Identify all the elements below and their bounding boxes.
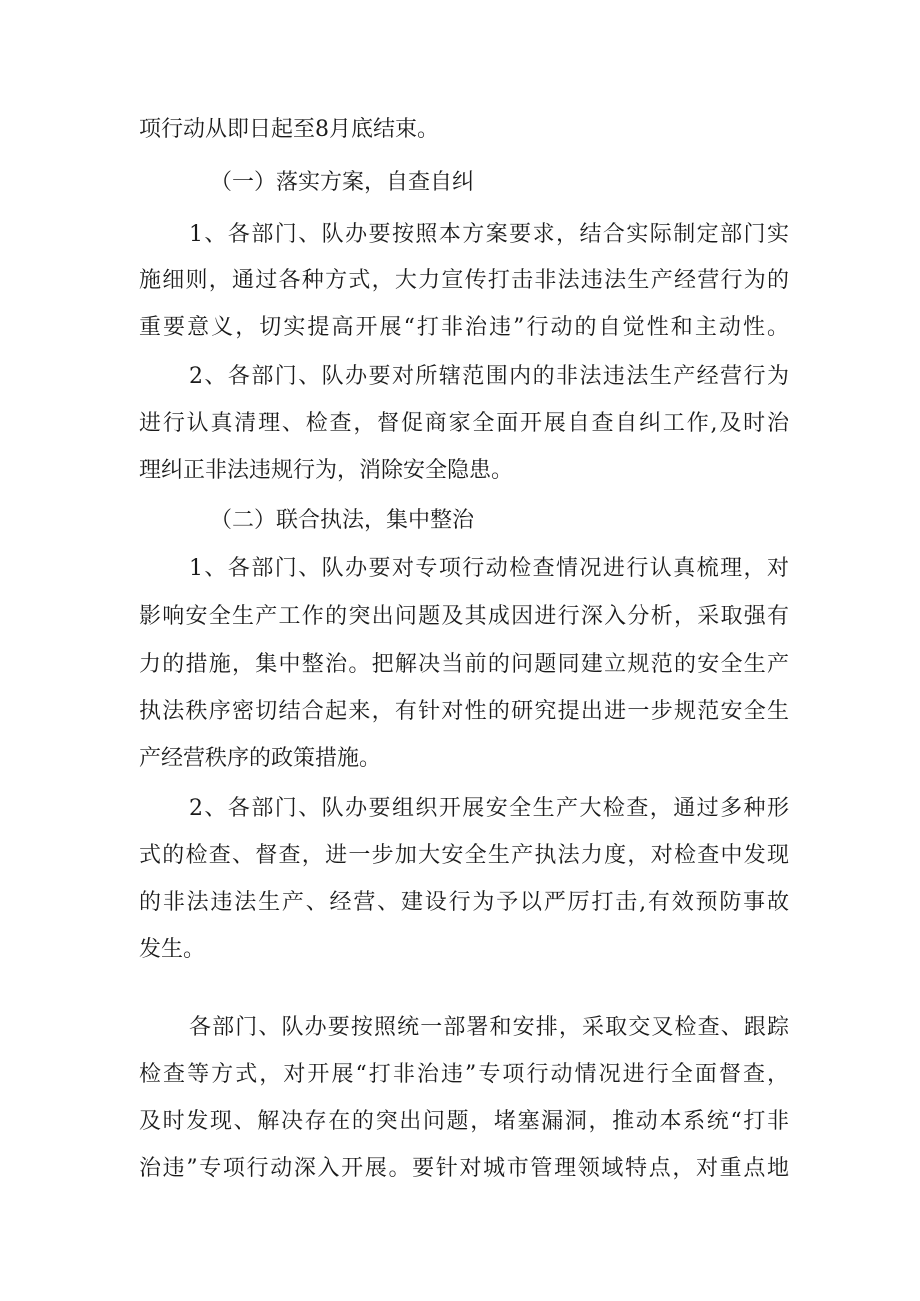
text-line: 项行动从即日起至8月底结束。 [139,117,439,142]
text-line: 执法秩序密切结合起来，有针对性的研究提出进一步规范安全生 [139,699,789,724]
text-line: 理纠正非法违规行为，消除安全隐患。 [139,458,514,483]
text-line: 力的措施，集中整治。把解决当前的问题同建立规范的安全生产 [139,652,789,677]
text-line: 的非法违法生产、经营、建设行为予以严厉打击,有效预防事故 [139,890,789,915]
text-line: 影响安全生产工作的突出问题及其成因进行深入分析，采取强有 [139,604,789,629]
text-line: 产经营秩序的政策措施。 [139,746,382,771]
text-line: 治违”专项行动深入开展。要针对城市管理领域特点，对重点地 [139,1156,789,1181]
text-line: 2、各部门、队办要对所辖范围内的非法违法生产经营行为 [189,364,789,389]
section-heading: （二）联合执法，集中整治 [210,508,475,533]
text-line: 检查等方式，对开展“打非治违”专项行动情况进行全面督查， [139,1062,789,1087]
text-line: 发生。 [139,937,206,962]
text-line: 1、各部门、队办要按照本方案要求，结合实际制定部门实 [189,222,789,247]
text-line: 施细则，通过各种方式，大力宣传打击非法违法生产经营行为的 [139,268,789,293]
text-line: 2、各部门、队办要组织开展安全生产大检查，通过多种形 [189,796,789,821]
text-line: 重要意义，切实提高开展“打非治违”行动的自觉性和主动性。 [139,315,789,340]
text-line: 及时发现、解决存在的突出问题，堵塞漏洞，推动本系统“打非 [139,1109,789,1134]
text-line: 进行认真清理、检查，督促商家全面开展自查自纠工作,及时治 [139,411,789,436]
text-line: 1、各部门、队办要对专项行动检查情况进行认真梳理，对 [189,556,789,581]
text-line: 式的检查、督查，进一步加大安全生产执法力度，对检查中发现 [139,843,789,868]
section-heading: （一）落实方案，自查自纠 [210,170,475,195]
text-line: 各部门、队办要按照统一部署和安排，采取交叉检查、跟踪 [189,1015,789,1040]
